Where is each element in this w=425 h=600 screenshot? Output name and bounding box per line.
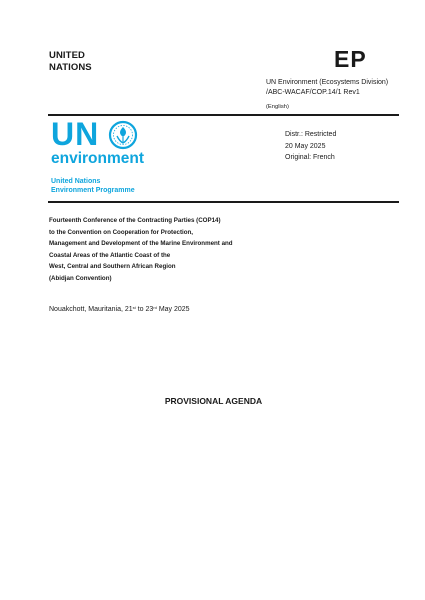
logo-un-text: UN	[51, 116, 100, 152]
venue-sup-2: rd	[153, 305, 157, 310]
org-line-2: NATIONS	[49, 62, 92, 73]
doc-ref-line-1: UN Environment (Ecosystems Division)	[266, 79, 389, 86]
distribution-block	[285, 129, 336, 164]
united-nations-header	[49, 50, 92, 74]
venue-sup-1: st	[132, 305, 136, 310]
un-environment-emblem-icon	[108, 120, 138, 150]
venue-prefix: Nouakchott, Mauritania, 21	[49, 306, 133, 313]
top-divider	[48, 114, 399, 116]
un-environment-logo	[51, 116, 161, 199]
document-reference	[266, 78, 388, 98]
doc-ref-line-2: /ABC-WACAF/COP.14/1 Rev1	[266, 89, 360, 96]
distr-status: Distr.: Restricted	[285, 131, 337, 138]
distr-original: Original: French	[285, 154, 335, 161]
venue-dates	[49, 305, 190, 315]
venue-suffix: May 2025	[156, 306, 190, 313]
document-language: (English)	[266, 104, 289, 110]
conference-line: Management and Development of the Marine Environment and	[49, 240, 233, 248]
logo-org-name	[51, 177, 135, 195]
org-line-1: UNITED	[49, 50, 85, 61]
conference-line: West, Central and Southern African Region	[49, 263, 176, 271]
ep-symbol: EP	[334, 46, 367, 72]
venue-mid: to 23	[135, 306, 154, 313]
conference-title	[49, 215, 379, 285]
logo-org-line-2: Environment Programme	[51, 187, 135, 194]
distr-date: 20 May 2025	[285, 142, 326, 150]
bottom-divider	[48, 201, 399, 203]
logo-org-line-1: United Nations	[51, 178, 101, 185]
logo-environment-text: environment	[51, 150, 145, 167]
agenda-title: PROVISIONAL AGENDA	[164, 396, 263, 406]
conference-line: to the Convention on Cooperation for Protection,	[49, 228, 194, 236]
conference-line: (Abidjan Convention)	[49, 274, 112, 282]
conference-line: Fourteenth Conference of the Contracting Parties (COP14)	[49, 217, 221, 224]
conference-line: Coastal Areas of the Atlantic Coast of the	[49, 251, 171, 259]
